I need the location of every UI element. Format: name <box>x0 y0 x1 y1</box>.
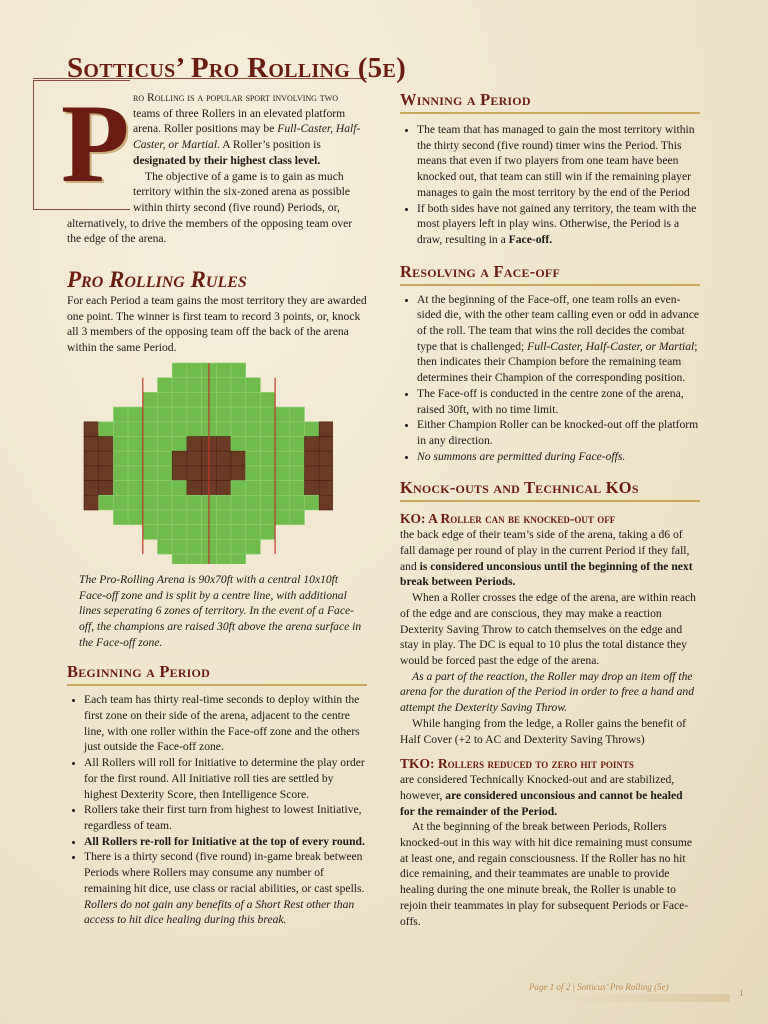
grass-tile <box>305 495 320 510</box>
grass-tile <box>172 407 187 422</box>
grass-tile <box>172 436 187 451</box>
grass-tile <box>143 392 158 407</box>
grass-tile <box>172 495 187 510</box>
faceoff-bold: Face-off. <box>508 232 553 246</box>
dirt-tile <box>99 436 114 451</box>
intro-mid: A Roller’s position is <box>222 138 321 152</box>
no-summons: No summons are permitted during Face-offs. <box>417 449 626 463</box>
dirt-tile <box>84 495 99 510</box>
list-item: • Either Champion Roller can be knocked-out off the platform in any direction. <box>417 417 700 448</box>
grass-tile <box>128 422 143 437</box>
page-footer: Page 1 of 2 | Sotticus’ Pro Rolling (5e) <box>529 982 669 992</box>
grass-tile <box>113 466 128 481</box>
grass-tile <box>290 510 305 525</box>
grass-tile <box>290 451 305 466</box>
dirt-tile <box>84 451 99 466</box>
grass-tile <box>260 436 275 451</box>
grass-tile <box>246 422 261 437</box>
grass-tile <box>172 525 187 540</box>
grass-tile <box>231 539 246 554</box>
grass-tile <box>275 480 290 495</box>
grass-tile <box>216 539 231 554</box>
ko-paragraph <box>400 527 700 590</box>
grass-tile <box>260 392 275 407</box>
grass-tile <box>216 525 231 540</box>
grass-tile <box>187 378 202 393</box>
grass-tile <box>275 510 290 525</box>
grass-tile <box>246 436 261 451</box>
rules-paragraph: For each Period a team gains the most territory they are awarded one point. The winner is first team to record 3 points, or, knock all 3 members of the opposing team off the back of the arena within the same Period. <box>67 294 367 355</box>
grass-tile <box>113 480 128 495</box>
dropcap-frame <box>33 80 130 210</box>
dirt-tile <box>84 436 99 451</box>
grass-tile <box>246 480 261 495</box>
grass-tile <box>143 451 158 466</box>
grass-tile <box>113 451 128 466</box>
grass-tile <box>128 480 143 495</box>
grass-tile <box>216 392 231 407</box>
faceoff-heading: Resolving a Face-off <box>400 262 700 286</box>
grass-tile <box>260 495 275 510</box>
dirt-tile <box>216 451 231 466</box>
arena-map <box>83 362 333 564</box>
dirt-tile <box>305 466 320 481</box>
grass-tile <box>290 422 305 437</box>
dirt-tile <box>305 480 320 495</box>
grass-tile <box>216 422 231 437</box>
grass-tile <box>158 466 173 481</box>
grass-tile <box>275 422 290 437</box>
dirt-tile <box>99 466 114 481</box>
grass-tile <box>172 392 187 407</box>
intro-roles: Full-Caster, Half-Caster, or Martial. <box>133 122 361 152</box>
ko-heading: KO: A Roller can be knocked-out off <box>400 511 616 527</box>
grass-tile <box>187 407 202 422</box>
dropcap-letter: P <box>61 82 130 206</box>
dirt-tile <box>305 436 320 451</box>
faceoff-end: ; then indicates their Champion before the remaining team determines their Champion of the corresponding position. <box>417 339 698 385</box>
grass-tile <box>172 539 187 554</box>
list-item <box>417 292 700 386</box>
grass-tile <box>113 407 128 422</box>
dirt-tile <box>231 466 246 481</box>
grass-tile <box>158 422 173 437</box>
break-italic: Rollers do not gain any benefits of a Short Rest other than access to hit dice healing during this break. <box>84 897 355 927</box>
grass-tile <box>275 407 290 422</box>
intro-bold: designated by their highest class level. <box>133 153 321 167</box>
beginning-heading: Beginning a Period <box>67 662 367 686</box>
list-item <box>417 201 700 248</box>
page-number: 1 <box>739 988 744 998</box>
dirt-tile <box>231 451 246 466</box>
list-item <box>84 834 367 850</box>
grass-tile <box>128 451 143 466</box>
grass-tile <box>187 525 202 540</box>
grass-tile <box>216 510 231 525</box>
list-item: • The team that has managed to gain the most territory within the thirty second (five round) timer wins the Period. This means that even if two players from one team have been knocked out, that team can still win if the remaining player manages to gain the most territory by the end of the Period <box>417 122 700 201</box>
grass-tile <box>143 510 158 525</box>
grass-tile <box>275 451 290 466</box>
dirt-tile <box>99 480 114 495</box>
ko-bold: is considered unconsious until the beginning of the next break between Periods. <box>400 559 693 589</box>
grass-tile <box>99 495 114 510</box>
grass-tile <box>158 436 173 451</box>
grass-tile <box>246 510 261 525</box>
page-title: Sotticus’ Pro Rolling (5e) <box>67 52 407 84</box>
dirt-tile <box>305 451 320 466</box>
grass-tile <box>172 510 187 525</box>
knockouts-heading: Knock-outs and Technical KOs <box>400 478 700 502</box>
grass-tile <box>290 407 305 422</box>
objective-paragraph: The objective of a game is to gain as much territory within the six-zoned arena as possible within thirty second (five round) Periods, or, alternatively, to drive the members of the opposing team over the edge of the arena. <box>67 169 353 246</box>
list-item: • Each team has thirty real-time seconds to deploy within the first zone on their side of the arena, adjacent to the centre line, with one roller within the Face-off zone and the others just outside the Face-off zone. <box>84 692 367 755</box>
grass-tile <box>128 495 143 510</box>
dirt-tile <box>172 451 187 466</box>
grass-tile <box>231 480 246 495</box>
grass-tile <box>143 495 158 510</box>
grass-tile <box>158 539 173 554</box>
beginning-list <box>67 692 367 928</box>
dirt-tile <box>319 436 333 451</box>
dirt-tile <box>84 422 99 437</box>
grass-tile <box>158 525 173 540</box>
dirt-tile <box>99 451 114 466</box>
grass-tile <box>172 480 187 495</box>
dirt-tile <box>319 466 333 481</box>
grass-tile <box>260 466 275 481</box>
grass-tile <box>143 480 158 495</box>
grass-tile <box>187 539 202 554</box>
grass-tile <box>290 466 305 481</box>
right-column <box>400 90 700 929</box>
grass-tile <box>172 554 187 564</box>
grass-tile <box>172 422 187 437</box>
dirt-tile <box>319 480 333 495</box>
grass-tile <box>187 363 202 378</box>
ko-text: the back edge of their team’s side of the arena, taking a d6 of fall damage per round of play in the current Period if they fall, and <box>400 528 690 573</box>
tko-heading: TKO: Rollers reduced to zero hit points <box>400 756 634 772</box>
grass-tile <box>187 510 202 525</box>
grass-tile <box>158 407 173 422</box>
grass-tile <box>290 495 305 510</box>
dirt-tile <box>187 466 202 481</box>
tko-paragraph <box>400 772 700 819</box>
dirt-tile <box>172 466 187 481</box>
grass-tile <box>231 378 246 393</box>
grass-tile <box>187 495 202 510</box>
grass-tile <box>246 407 261 422</box>
intro-text: teams of three Rollers in an elevated platform arena. Roller positions may be <box>133 106 346 136</box>
break-text: There is a thirty second (five round) in-game break between Periods where Rollers may consume any number of remaining hit dice, use class or racial abilities, or cast spells. <box>84 850 365 895</box>
grass-tile <box>216 378 231 393</box>
list-item: • Rollers take their first turn from highest to lowest Initiative, regardless of team. <box>84 802 367 833</box>
grass-tile <box>113 436 128 451</box>
grass-tile <box>158 510 173 525</box>
grass-tile <box>231 525 246 540</box>
grass-tile <box>290 436 305 451</box>
faceoff-roles: Full-Caster, Half-Caster, or Martial <box>527 339 695 353</box>
grass-tile <box>158 392 173 407</box>
grass-tile <box>260 510 275 525</box>
ko-catch-paragraph: When a Roller crosses the edge of the arena, are within reach of the edge and are conscious, they may make a reaction Dexterity Saving Throw to catch themselves on the edge and stay in play. The DC is equal to 10 plus the total distance they would be forced past the edge of the arena. <box>400 591 696 667</box>
grass-tile <box>143 407 158 422</box>
grass-tile <box>216 554 231 564</box>
tko-bold: are considered unconsious and cannot be healed for the remainder of the Period. <box>400 788 683 818</box>
grass-tile <box>128 407 143 422</box>
dirt-tile <box>319 422 333 437</box>
grass-tile <box>158 495 173 510</box>
grass-tile <box>99 422 114 437</box>
grass-tile <box>246 525 261 540</box>
grass-tile <box>113 422 128 437</box>
dirt-tile <box>187 451 202 466</box>
list-item <box>84 849 367 928</box>
dirt-tile <box>216 466 231 481</box>
grass-tile <box>305 422 320 437</box>
list-item: • All Rollers will roll for Initiative to determine the play order for the first round. All Initiative roll ties are settled by highest Dexterity Score, then Intelligence Score. <box>84 755 367 802</box>
grass-tile <box>187 392 202 407</box>
rules-heading: Pro Rolling Rules <box>67 267 247 293</box>
grass-tile <box>231 422 246 437</box>
dirt-tile <box>84 466 99 481</box>
dirt-tile <box>216 480 231 495</box>
dirt-tile <box>319 495 333 510</box>
grass-tile <box>260 422 275 437</box>
draw-text: If both sides have not gained any territory, the team with the most players left in play wins. Otherwise, the Period is a draw, resulting in a <box>417 201 697 246</box>
grass-tile <box>172 378 187 393</box>
dirt-tile <box>216 436 231 451</box>
footer-bar <box>560 994 730 1002</box>
grass-tile <box>231 495 246 510</box>
grass-tile <box>172 363 187 378</box>
left-column <box>61 82 367 928</box>
ko-drop-paragraph: As a part of the reaction, the Roller may drop an item off the arena for the duration of the Period in order to free a hand and attempt the Dexterity Saving Throw. <box>400 669 695 715</box>
grass-tile <box>246 539 261 554</box>
dirt-tile <box>319 451 333 466</box>
faceoff-text: At the beginning of the Face-off, one team rolls an even-sided die, with the other team calling even or odd in advance of the roll. The team that wins the roll decides the combat type that is challenged; <box>417 292 700 353</box>
grass-tile <box>143 422 158 437</box>
dirt-tile <box>84 480 99 495</box>
tko-text: are considered Technically Knocked-out and are stabilized, however, <box>400 773 675 802</box>
grass-tile <box>231 510 246 525</box>
grass-tile <box>231 554 246 564</box>
grass-tile <box>246 495 261 510</box>
grass-tile <box>231 363 246 378</box>
grass-tile <box>187 554 202 564</box>
arena-caption: The Pro-Rolling Arena is 90x70ft with a central 10x10ft Face-off zone and is split by a centre line, with additional lines seperating 6 zones of territory. In the event of a Face-off, the champions are raised 30ft above the arena surface in the Face-off zone. <box>79 572 362 649</box>
intro-section <box>61 82 367 247</box>
dirt-tile <box>187 480 202 495</box>
list-item <box>417 449 700 465</box>
grass-tile <box>275 466 290 481</box>
grass-tile <box>246 451 261 466</box>
grass-tile <box>158 451 173 466</box>
grass-tile <box>231 392 246 407</box>
grass-tile <box>143 436 158 451</box>
grass-tile <box>128 436 143 451</box>
winning-heading: Winning a Period <box>400 90 700 114</box>
grass-tile <box>216 407 231 422</box>
grass-tile <box>143 466 158 481</box>
tko-break-paragraph: At the beginning of the break between Periods, Rollers knocked-out in this way with hit dice remaining must consume at least one, and regain consciousness. If the Roller has no hit dice remaining, and their teammates are unable to provide healing during the one minute break, the Roller is unable to rejoin their teammates in play for subsequent Periods or Face-offs. <box>400 820 693 928</box>
dirt-tile <box>187 436 202 451</box>
grass-tile <box>113 510 128 525</box>
grass-tile <box>260 480 275 495</box>
grass-tile <box>260 525 275 540</box>
grass-tile <box>143 525 158 540</box>
grass-tile <box>216 495 231 510</box>
grass-tile <box>275 436 290 451</box>
grass-tile <box>187 422 202 437</box>
grass-tile <box>246 392 261 407</box>
grass-tile <box>290 480 305 495</box>
grass-tile <box>216 363 231 378</box>
ko-ledge-paragraph: While hanging from the ledge, a Roller gains the benefit of Half Cover (+2 to AC and Dexterity Saving Throws) <box>400 716 686 746</box>
grass-tile <box>158 480 173 495</box>
grass-tile <box>246 378 261 393</box>
grass-tile <box>113 495 128 510</box>
faceoff-list <box>400 292 700 465</box>
grass-tile <box>260 451 275 466</box>
grass-tile <box>231 407 246 422</box>
bold-rule: All Rollers re-roll for Initiative at the top of every round. <box>84 834 365 848</box>
grass-tile <box>260 407 275 422</box>
grass-tile <box>246 466 261 481</box>
grass-tile <box>158 378 173 393</box>
winning-list <box>400 122 700 248</box>
grass-tile <box>231 436 246 451</box>
grass-tile <box>128 510 143 525</box>
grass-tile <box>128 466 143 481</box>
grass-tile <box>275 495 290 510</box>
list-item: • The Face-off is conducted in the centre zone of the arena, raised 30ft, with no time limit. <box>417 386 700 417</box>
intro-smallcaps: ro Rolling is a popular sport involving two <box>133 91 339 104</box>
